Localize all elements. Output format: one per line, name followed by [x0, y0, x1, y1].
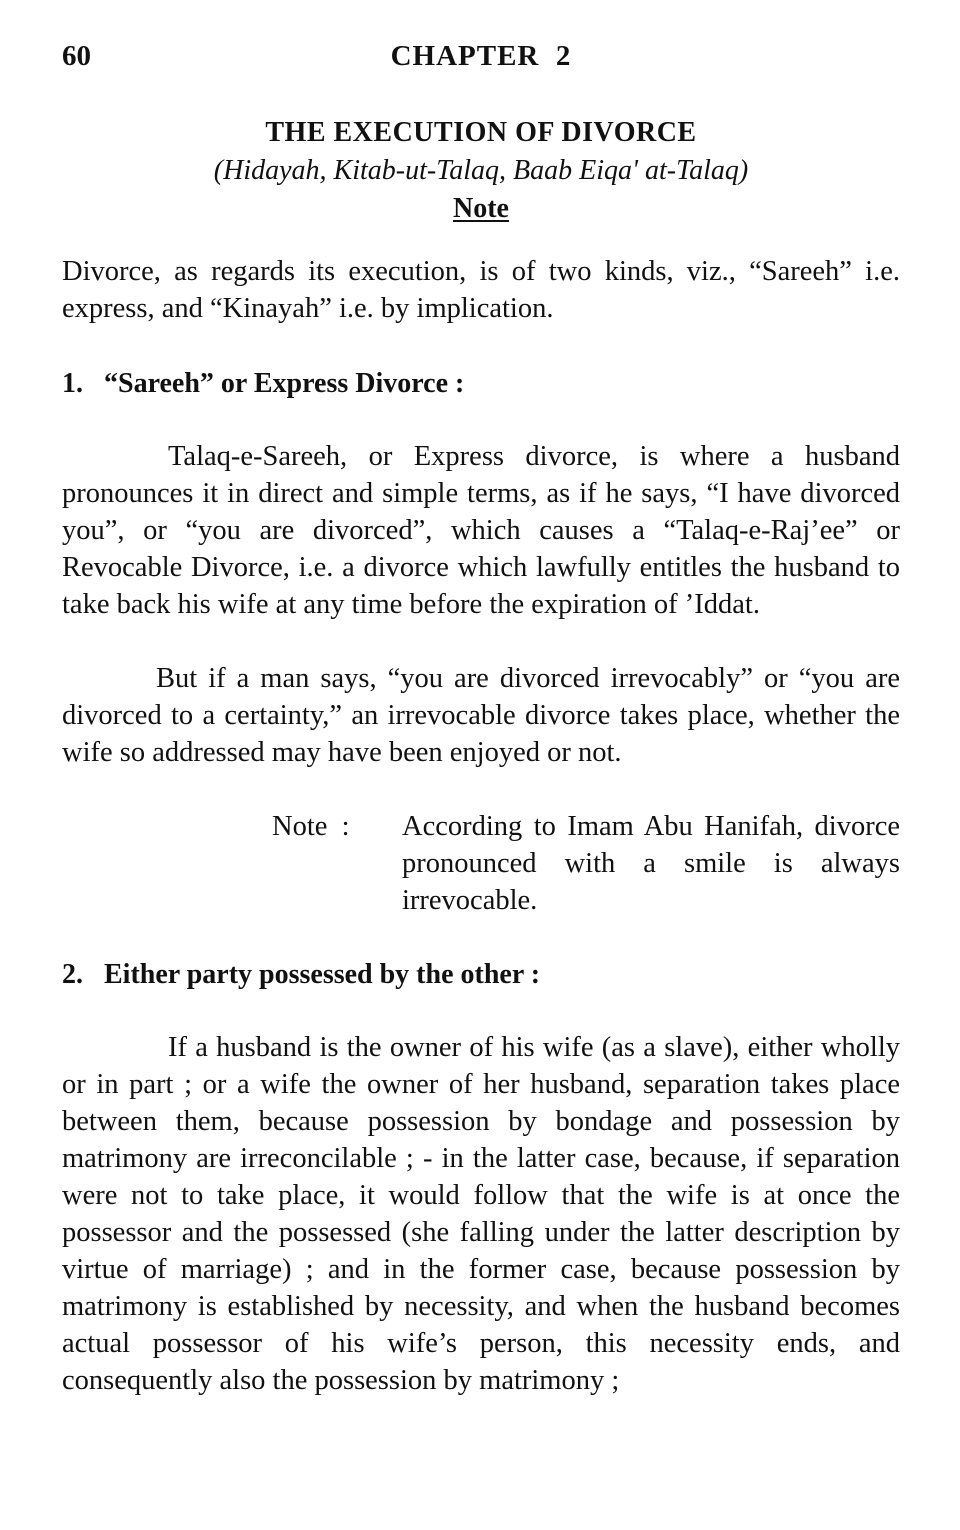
intro-paragraph: Divorce, as regards its execution, is of two kinds, viz., “Sareeh” i.e. express, and “Kinayah” i.e. by implication.	[62, 256, 900, 324]
section-1-heading-text: “Sareeh” or Express Divorce :	[104, 368, 465, 399]
page-header	[62, 40, 900, 80]
section-title: THE EXECUTION OF DIVORCE	[265, 117, 697, 148]
section-1-paragraph-1: Talaq-e-Sareeh, or Express divorce, is where a husband pronounces it in direct and simple terms, as if he says, “I have divorced you”, or “you are divorced”, which causes a “Talaq-e-Raj’ee” or Revocable Divorce, i.e. a divorce which lawfully entitles the husband to take back his wife at any time before the expiration of ’Iddat.	[62, 441, 900, 620]
section-1-heading	[62, 365, 900, 402]
note-text: According to Imam Abu Hanifah, divorce pronounced with a smile is always irrevocable.	[402, 811, 900, 916]
chapter-heading: CHAPTER 2	[390, 40, 572, 72]
section-subtitle: (Hidayah, Kitab-ut-Talaq, Baab Eiqa' at-Talaq)	[213, 155, 749, 186]
note-heading: Note	[453, 193, 509, 224]
title-block	[62, 114, 900, 228]
section-2-heading	[62, 956, 900, 993]
body-content	[62, 253, 900, 1436]
section-1-number: 1.	[62, 368, 83, 399]
page-number: 60	[62, 40, 91, 72]
section-1-note	[62, 808, 900, 920]
section-2-number: 2.	[62, 959, 83, 990]
section-1-paragraph-2: But if a man says, “you are divorced irrevocably” or “you are divorced to a certainty,” an irrevocable divorce takes place, whether the wife so addressed may have been enjoyed or not.	[62, 663, 900, 768]
note-heading-wrapper	[62, 190, 900, 228]
note-label: Note :	[272, 811, 350, 842]
section-2-heading-text: Either party possessed by the other :	[104, 959, 541, 990]
section-2-paragraph-1: If a husband is the owner of his wife (as a slave), either wholly or in part ; or a wife the owner of her husband, separation takes place between them, because possession by bondage and possession by matrimony are irreconcilable ; - in the latter case, because, if separation were not to take place, it would follow that the wife is at once the possessor and the possessed (she falling under the latter description by virtue of marriage) ; and in the former case, because possession by matrimony is established by necessity, and when the husband becomes actual possessor of his wife’s person, this necessity ends, and consequently also the possession by matrimony ;	[62, 1032, 900, 1396]
